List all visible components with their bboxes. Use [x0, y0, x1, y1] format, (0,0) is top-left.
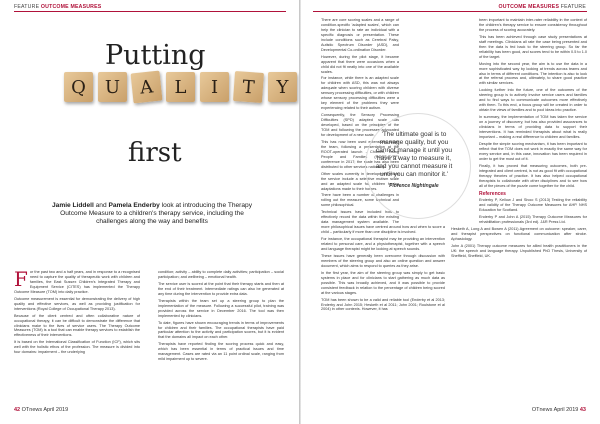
issue-date-right: April 2019	[553, 407, 579, 413]
paragraph-text: condition; activity – ability to complete daily activities; participation – social participation; and wellbeing – emotional health.	[158, 270, 284, 279]
magazine-name-left: OTnews	[21, 407, 43, 413]
paragraph-text: Moving into the second year, the aim is to use the data in a more sophisticated way by looking at trends across teams and also in terms of different conditions. The intention is also to look at the referral process and, ultimately, to share good practice with similar services.	[479, 61, 587, 86]
paragraph-text: It is based on the International Classification of Function (ICF), which sits well with the holistic ethos of the profession. The measure is divided into four domains: impairment – the underlying	[14, 340, 140, 355]
paragraph	[14, 314, 140, 339]
pull-quote-text: 'The ultimate goal is to manage quality, but you cannot manage it until you have a way to measure it, and you cannot measure it until you can monitor it.'	[375, 131, 453, 178]
running-head-right	[499, 4, 586, 10]
page-number-right: 43	[579, 407, 586, 413]
topic-label-right: OUTCOME MEASURES	[498, 4, 560, 10]
letter-block: U	[98, 72, 127, 102]
letter-block: Y	[268, 72, 297, 102]
paragraph-text: Other scales currently in development within the service include a selective mutism scale and an adapted scale for children having adaptations made to their homes.	[321, 171, 399, 191]
paragraph	[158, 282, 284, 297]
paragraph	[14, 267, 140, 295]
pull-quote	[375, 131, 453, 190]
paragraph	[451, 35, 587, 60]
references-heading: References	[479, 190, 506, 197]
letter-block: L	[166, 72, 195, 102]
standfirst	[52, 202, 252, 227]
drop-cap: F	[14, 267, 28, 291]
paragraph-text: Therapists have reported finding the scoring process quick and easy, which has been essential in terms of practical issues and time management. Cases are rated via an 11 point ordinal scale, ranging from mild impairment up to severe.	[158, 342, 284, 362]
letter-block: A	[131, 71, 163, 104]
author-connector: and	[93, 202, 109, 209]
paragraph	[451, 62, 587, 87]
paragraph-text: These issues have generally been overcome through discussion with members of the steering group and also an online question and answer document, which aims to respond to queries as they arise.	[321, 253, 445, 268]
reference-item: Enderby P and John A (2015) Therapy Outcome Measures for rehabilitation professionals (3rd ed). J&R Press Ltd.	[479, 215, 587, 225]
paragraph-text: The service user is scored at the point that their therapy starts and then at the end of their treatment. Intermediate ratings can also be generated at any time during the intervention to provide extra data.	[158, 281, 284, 296]
paragraph	[321, 55, 445, 75]
letter-block: I	[200, 72, 229, 102]
section-label: FEATURE	[14, 4, 40, 10]
paragraph-text: This has been achieved through case study presentations at staff meetings. Clinicians all rate the case being presented and then the data is fed back to the steering group. So far the reliability has been good, and scores tend to be within 0.5 to 1.0 of the target.	[479, 34, 587, 59]
paragraph-text: For instance, while there is an adapted scale for children with ASD, this was not always adequate when scoring children with diverse sensory processing difficulties, or with children whose sensory processing difficulties were a key element of the problems they were experiencing related to their autism.	[321, 76, 400, 111]
paragraph	[158, 342, 284, 362]
paragraph	[321, 76, 445, 111]
folio-left	[14, 407, 68, 413]
paragraph	[158, 321, 284, 341]
magazine-name-right: OTnews	[531, 407, 553, 413]
quality-blocks	[64, 72, 297, 102]
letter-block: T	[233, 71, 264, 103]
paragraph-text: In the first year, the aim of the steering group was simply to get basic systems in place and for clinicians to start gathering as much data as possible. This was broadly achieved, and it was possible to provide consistent feedback in relation to the percentage of children being scored at the various stages.	[321, 270, 445, 295]
paragraph-text: This has now been used extensively within the team, following a presentation at the ROOT-operated launch - Children, Young People and Families (ROOT-CYPF) conference in 2017; the scale has also been distributed to other services nationally.	[321, 139, 399, 169]
reference-item: John A (2001) Therapy outcome measures for allied health practitioners in the UK: the speech and language therapy. Unpublished PhD Thesis, University of Sheffield, Sheffield, UK.	[451, 244, 587, 258]
folio-right	[532, 407, 586, 413]
paragraph	[321, 271, 445, 296]
pull-quote-attribution: Florence Nightingale	[389, 183, 439, 189]
paragraph-text: There have been a number of challenges in rolling out the measure, some technical and some philosophical.	[321, 193, 399, 208]
page-number-left: 42	[14, 407, 21, 413]
paragraph	[14, 340, 140, 355]
paragraph-text: Looking further into the future, one of the outcomes of the steering group is to actively involve service users and families and to find ways to communicate outcomes more effectively with them. To this end, a focus group will be created in order to obtain the views of families and to pool ideas into practice.	[479, 88, 587, 113]
paragraph	[321, 254, 445, 269]
paragraph	[158, 299, 284, 319]
body-column-1	[14, 267, 140, 357]
paragraph-text: TOM has been shown to be a valid and reliable tool (Enderby et al 2013; Enderby and John 2015; Hesketh et al 2011; John 2001; Roulstone et al 2004) in other contexts. However, it has	[321, 297, 445, 312]
paragraph-text: Consequently, the Sensory Processing Difficulties (SPD) adapted scale was developed, based on the principles of the TOM and following the processes advocated for development of a new scale.	[321, 113, 399, 137]
paragraph	[14, 297, 140, 312]
paragraph-text: been important to maintain inter-rater reliability in the context of the children's therapy service to ensure consistency throughout the process of scoring accurately.	[479, 18, 587, 32]
paragraph-text: Finally, it has proved that measuring outcomes, both pre-integrated and client centred, is not as good fit with occupational therapy theories of practice. It has also helped occupational therapists to collaborate with other disciplines and to see how all of the pieces of the puzzle come together for the child.	[479, 163, 587, 188]
body-column-2	[158, 270, 284, 364]
paragraph-text: In summary, the implementation of TOM has taken the service on a journey of discovery, but has also provided assurances to clinicians in terms of providing data to support their interventions. It has reminded therapists about what is really important – making a real difference to children and families.	[479, 115, 587, 139]
running-head-left	[14, 4, 101, 10]
header-rule-right	[313, 11, 587, 12]
title-top: Putting	[105, 40, 206, 71]
right-page	[301, 0, 600, 424]
reference-item: Enderby P, Kellow J and Sivoo S (2013) Testing the reliability and validity of the Therapy Outcome Measures for AHP. NHS Education for Scotland.	[479, 198, 587, 213]
paragraph	[451, 18, 587, 33]
issue-date-left: April 2019	[43, 407, 69, 413]
paragraph-text: There are core scoring scales and a range of condition-specific 'adapted scales', which can help the clinician to rate an individual with a specific diagnosis or presentation. These include conditions such as Cerebral Palsy, Autistic Spectrum Disorder (ASD), and Developmental Co-ordination Disorder.	[321, 18, 399, 52]
header-rule	[14, 11, 286, 12]
title-bottom: first	[128, 138, 182, 168]
paragraph-text: However, during the pilot stage, it became apparent that there were occasions when a child did not fit neatly into one of the available scales.	[321, 54, 399, 74]
paragraph	[321, 18, 445, 53]
paragraph-text: Technical issues have included how to effectively record the data within the existing data management system available. The more philosophical issues have centred around how and when to score a child – particularly if more than one discipline is involved.	[321, 210, 445, 235]
paragraph	[158, 270, 284, 280]
topic-label: OUTCOME MEASURES	[40, 4, 102, 10]
paragraph	[321, 237, 445, 252]
body-column-4	[451, 18, 587, 404]
left-page	[0, 0, 299, 424]
paragraph-text: To date, figures have shown encouraging trends in terms of improvements for children and their families. The occupational therapists have paid particular attention to the activity and participation scores, but it is evident that the domains all impact on each other.	[158, 320, 284, 340]
section-label-right: FEATURE	[560, 4, 586, 10]
paragraph	[321, 298, 445, 313]
paragraph-text: Outcome measurement is essential for demonstrating the delivery of high quality and effective services, as well as providing justification for interventions (Royal College of Occupational Therapy 2013).	[14, 296, 140, 311]
paragraph-text: Therapists within the team set up a steering group to plan the implementation of the measure. Following a successful pilot, training was provided across the service in December 2016. The tool was then implemented by clinicians.	[158, 298, 284, 318]
paragraph-text: For instance, the occupational therapist may be providing an intervention related to personal care, and a physiotherapist, together with a speech and language therapist might be looking at speech sounds.	[321, 237, 445, 251]
paragraph-text: Because of the client centred and often collaborative nature of occupational therapy, it can be difficult to demonstrate the difference that clinicians make to the lives of service users. The Therapy Outcome Measures (TOM) is a tool that can enable therapy services to establish the effectiveness of their interventions.	[14, 313, 140, 338]
letter-block: Q	[64, 72, 93, 102]
author-1: Jamie Liddell	[52, 202, 94, 209]
standfirst-text: look at introducing the Therapy Outcome Measure to a children's therapy service, including the challenges along the way and benefits	[60, 202, 253, 226]
paragraph	[451, 88, 587, 113]
reference-item: Hesketh A, Long A and Bowen A (2011) Agreement on outcome: speaker, carer, and therapist perspectives on functional communication after stroke. Aphasiology.	[451, 227, 587, 242]
paragraph-text: Despite the simple scoring mechanism, it has been important to reflect that the TOM does not work in exactly the same way for every service and, in this case, innovation has been required in order to get the most out of it.	[479, 141, 587, 161]
author-2: Pamela Enderby	[108, 202, 160, 209]
paragraph-text: or the past two and a half years, and in response to a recognised need to capture the quality of therapeutic work with children and families, the East Sussex Children's Integrated Therapy and Equipment Service (CITES) has implemented the Therapy Outcome Measure (TOM) into daily practice.	[14, 270, 140, 294]
